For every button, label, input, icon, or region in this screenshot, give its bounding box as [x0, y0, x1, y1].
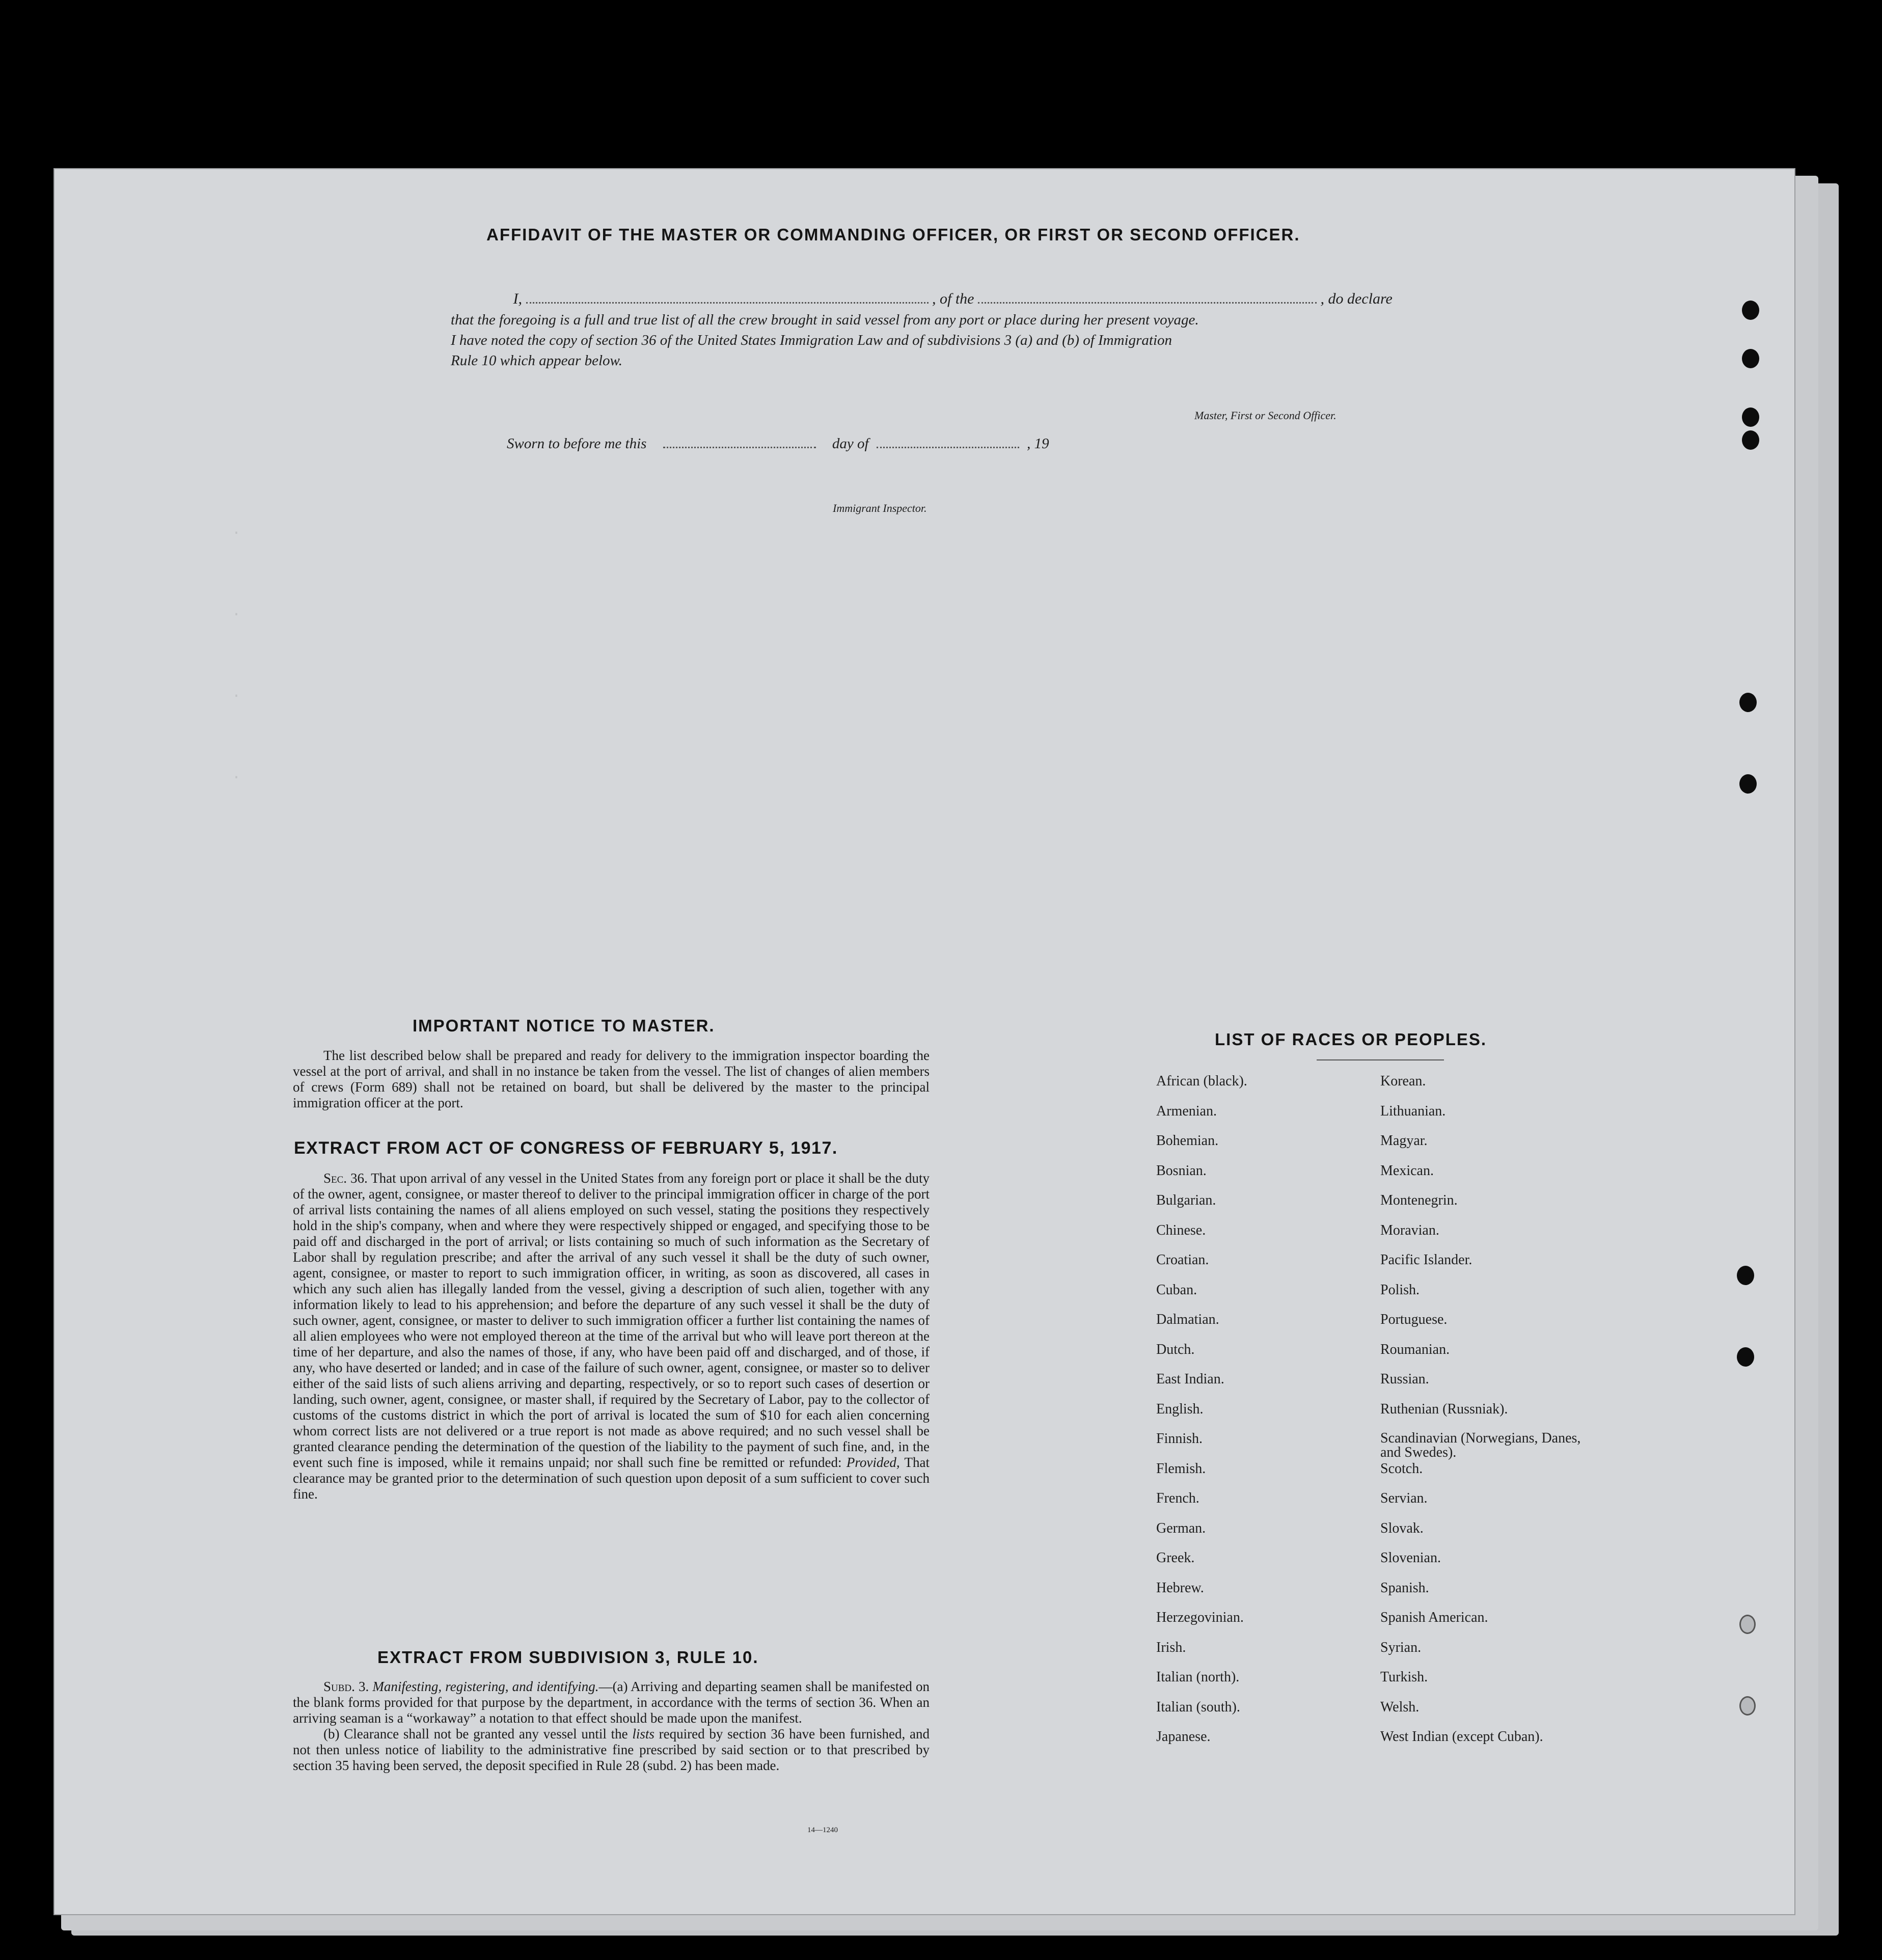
- sworn-line: [507, 435, 1049, 452]
- race-item: Montenegrin.: [1380, 1192, 1458, 1208]
- punch-hole: [1742, 407, 1759, 427]
- affidavit-line-3: I have noted the copy of section 36 of the United States Immigration Law and of subdivisions 3 (a) and (b) of Immigration: [451, 332, 1172, 348]
- race-item: Syrian.: [1380, 1639, 1422, 1655]
- race-item: Scandinavian (Norwegians, Danes, and Swedes).: [1380, 1430, 1581, 1460]
- race-item: Servian.: [1380, 1490, 1428, 1506]
- race-item: Dutch.: [1156, 1341, 1195, 1357]
- affidavit-declare-line: [451, 290, 1393, 308]
- races-right-column: [1380, 1074, 1604, 1759]
- form-number: 14—1240: [807, 1826, 838, 1834]
- punch-hole: [1737, 1266, 1754, 1285]
- race-item: Moravian.: [1380, 1222, 1439, 1238]
- race-item: Bohemian.: [1156, 1133, 1219, 1149]
- race-item: Armenian.: [1156, 1103, 1217, 1119]
- race-item: Pacific Islander.: [1380, 1252, 1472, 1268]
- sworn-month-field[interactable]: [877, 447, 1019, 448]
- race-item: Scotch.: [1380, 1460, 1423, 1477]
- race-item: French.: [1156, 1490, 1199, 1506]
- race-item: Lithuanian.: [1380, 1103, 1446, 1119]
- sworn-label: Sworn to before me this: [507, 435, 647, 452]
- document-page: [53, 168, 1795, 1915]
- race-item: Spanish American.: [1380, 1610, 1488, 1625]
- bleed-through-text: · · · ·: [232, 525, 241, 786]
- races-left-column: [1156, 1074, 1247, 1759]
- race-item: East Indian.: [1156, 1371, 1224, 1387]
- punch-hole: [1739, 693, 1757, 712]
- race-item: English.: [1156, 1401, 1204, 1417]
- race-item: Welsh.: [1380, 1699, 1420, 1715]
- subd-label: Subd. 3.: [323, 1679, 369, 1694]
- master-signature-caption: Master, First or Second Officer.: [1194, 409, 1337, 422]
- punch-hole: [1742, 349, 1759, 368]
- race-item: West Indian (except Cuban).: [1380, 1729, 1543, 1745]
- race-item: Flemish.: [1156, 1460, 1206, 1477]
- race-item: Chinese.: [1156, 1222, 1206, 1238]
- race-item: Spanish.: [1380, 1580, 1429, 1596]
- act-section-text: That upon arrival of any vessel in the United States from any foreign port or place it shall be the duty of the owner, agent, consignee, or master thereof to deliver to the principal immigration officer in charge of the port of arrival lists containing the names of all aliens employed on such vessel, stating the positions they respectively hold in the ship's company, when and where they were respectively shipped or engaged, and specifying those to be paid off and discharged in the port of arrival; or lists containing so much of such information as the Secretary of Labor shall by regulation prescribe; and after the arrival of any such vessel it shall be the duty of such owner, agent, consignee, or master to report to such immigration officer, in writing, as soon as discovered, all cases in which any such alien has illegally landed from the vessel, giving a description of such alien, together with any information likely to lead to his apprehension; and before the departure of any such vessel it shall be the duty of such owner, agent, consignee, or master to deliver to such immigration officer a further list containing the names of all alien employees who were not employed thereon at the time of the arrival but who will leave port thereon at the time of her departure, and also the names of those, if any, who have been paid off and discharged, and of those, if any, who have deserted or landed; and in case of the failure of such owner, agent, consignee, or master so to deliver either of the said lists of such aliens arriving and departing, respectively, or so to report such cases of desertion or landing, such owner, agent, consignee, or master shall, if required by the Secretary of Labor, pay to the collector of customs of the customs district in which the port of arrival is located the sum of $10 for each alien concerning whom correct lists are not delivered or a true report is not made as above required; and no such vessel shall be granted clearance pending the determination of the question of the liability to the payment of such fine, and, in the event such fine is imposed, while it remains unpaid; nor shall such fine be remitted or refunded:: [293, 1170, 930, 1470]
- act-section-end: That clearance may be granted prior to the determination of such question upon deposit of a sum sufficient to cover such fine.: [293, 1455, 930, 1502]
- races-heading: LIST OF RACES OR PEOPLES.: [1215, 1030, 1487, 1049]
- race-item: Ruthenian (Russniak).: [1380, 1401, 1508, 1417]
- race-item: Finnish.: [1156, 1431, 1203, 1447]
- subd-para-b-lists: lists: [632, 1726, 654, 1741]
- race-item: Magyar.: [1380, 1133, 1428, 1149]
- punch-hole: [1742, 301, 1759, 320]
- race-item: Greek.: [1156, 1550, 1195, 1566]
- affidavit-heading: AFFIDAVIT OF THE MASTER OR COMMANDING OFFICER, OR FIRST OR SECOND OFFICER.: [486, 225, 1300, 244]
- subdivision-body: [293, 1679, 930, 1774]
- sworn-day-field[interactable]: [663, 447, 816, 448]
- act-heading: EXTRACT FROM ACT OF CONGRESS OF FEBRUARY 5, 1917.: [294, 1138, 838, 1158]
- subd-para-a: —(a) Arriving and departing seamen shall be manifested on the blank forms provided for that purpose by the department, in accordance with the terms of section 36. When an arriving seaman is a “workaway” a notation to that effect should be made upon the manifest.: [293, 1679, 930, 1726]
- subd-title: Manifesting, registering, and identifying.: [372, 1679, 599, 1694]
- act-section-label: Sec. 36.: [323, 1170, 368, 1186]
- race-item: Dalmatian.: [1156, 1312, 1219, 1327]
- race-item: Croatian.: [1156, 1252, 1209, 1268]
- act-provided-word: Provided,: [846, 1455, 900, 1470]
- race-item: German.: [1156, 1520, 1206, 1536]
- punch-hole: [1737, 1347, 1754, 1367]
- notice-heading: IMPORTANT NOTICE TO MASTER.: [413, 1016, 715, 1035]
- race-item: Mexican.: [1380, 1162, 1434, 1179]
- races-heading-rule: [1317, 1059, 1444, 1060]
- race-item: Italian (north).: [1156, 1669, 1240, 1685]
- race-item: Cuban.: [1156, 1282, 1197, 1298]
- race-item: Turkish.: [1380, 1669, 1428, 1685]
- subdivision-heading: EXTRACT FROM SUBDIVISION 3, RULE 10.: [377, 1648, 759, 1667]
- subd-para-b-end: required by section 36 have been furnished, and not then unless notice of liability to the administrative fine prescribed by said section or to that prescribed by section 35 having been served, the deposit specified in Rule 28 (subd. 2) has been made.: [293, 1726, 930, 1773]
- notice-paragraph: The list described below shall be prepared and ready for delivery to the immigration inspector boarding the vessel at the port of arrival, and shall in no instance be taken from the vessel. The list of changes of alien members of crews (Form 689) shall not be retained on board, but shall be delivered by the master to the principal immigration officer at the port.: [293, 1048, 930, 1110]
- inspector-caption: Immigrant Inspector.: [833, 502, 927, 514]
- race-item: Italian (south).: [1156, 1699, 1240, 1715]
- declare-i-label: I,: [513, 290, 522, 307]
- name-field[interactable]: [526, 302, 929, 304]
- race-item: Russian.: [1380, 1371, 1429, 1387]
- punch-hole: [1739, 1615, 1756, 1634]
- year-prefix-label: , 19: [1027, 435, 1049, 452]
- race-item: Bulgarian.: [1156, 1192, 1216, 1208]
- notice-body: [293, 1048, 930, 1111]
- declare-do-declare-label: , do declare: [1320, 290, 1393, 307]
- race-item: Irish.: [1156, 1639, 1186, 1655]
- race-item: Portuguese.: [1380, 1312, 1448, 1327]
- race-item: Korean.: [1380, 1073, 1426, 1089]
- race-item: Bosnian.: [1156, 1162, 1207, 1179]
- declare-of-the-label: , of the: [932, 290, 974, 307]
- race-item: Herzegovinian.: [1156, 1610, 1244, 1625]
- punch-hole: [1742, 430, 1759, 450]
- race-item: Slovenian.: [1380, 1550, 1441, 1566]
- race-item: Roumanian.: [1380, 1341, 1450, 1357]
- act-body: [293, 1170, 930, 1502]
- race-item: Slovak.: [1380, 1520, 1424, 1536]
- punch-hole: [1739, 1696, 1756, 1716]
- race-item: Japanese.: [1156, 1729, 1211, 1745]
- day-of-label: day of: [832, 435, 869, 452]
- race-item: Hebrew.: [1156, 1580, 1204, 1596]
- affidavit-line-2: that the foregoing is a full and true list of all the crew brought in said vessel from any port or place during her present voyage.: [451, 312, 1199, 328]
- punch-hole: [1739, 774, 1757, 794]
- race-item: African (black).: [1156, 1073, 1247, 1089]
- subd-para-b-start: (b) Clearance shall not be granted any vessel until the: [323, 1726, 628, 1741]
- vessel-field[interactable]: [978, 302, 1317, 304]
- affidavit-line-4: Rule 10 which appear below.: [451, 352, 622, 369]
- race-item: Polish.: [1380, 1282, 1420, 1298]
